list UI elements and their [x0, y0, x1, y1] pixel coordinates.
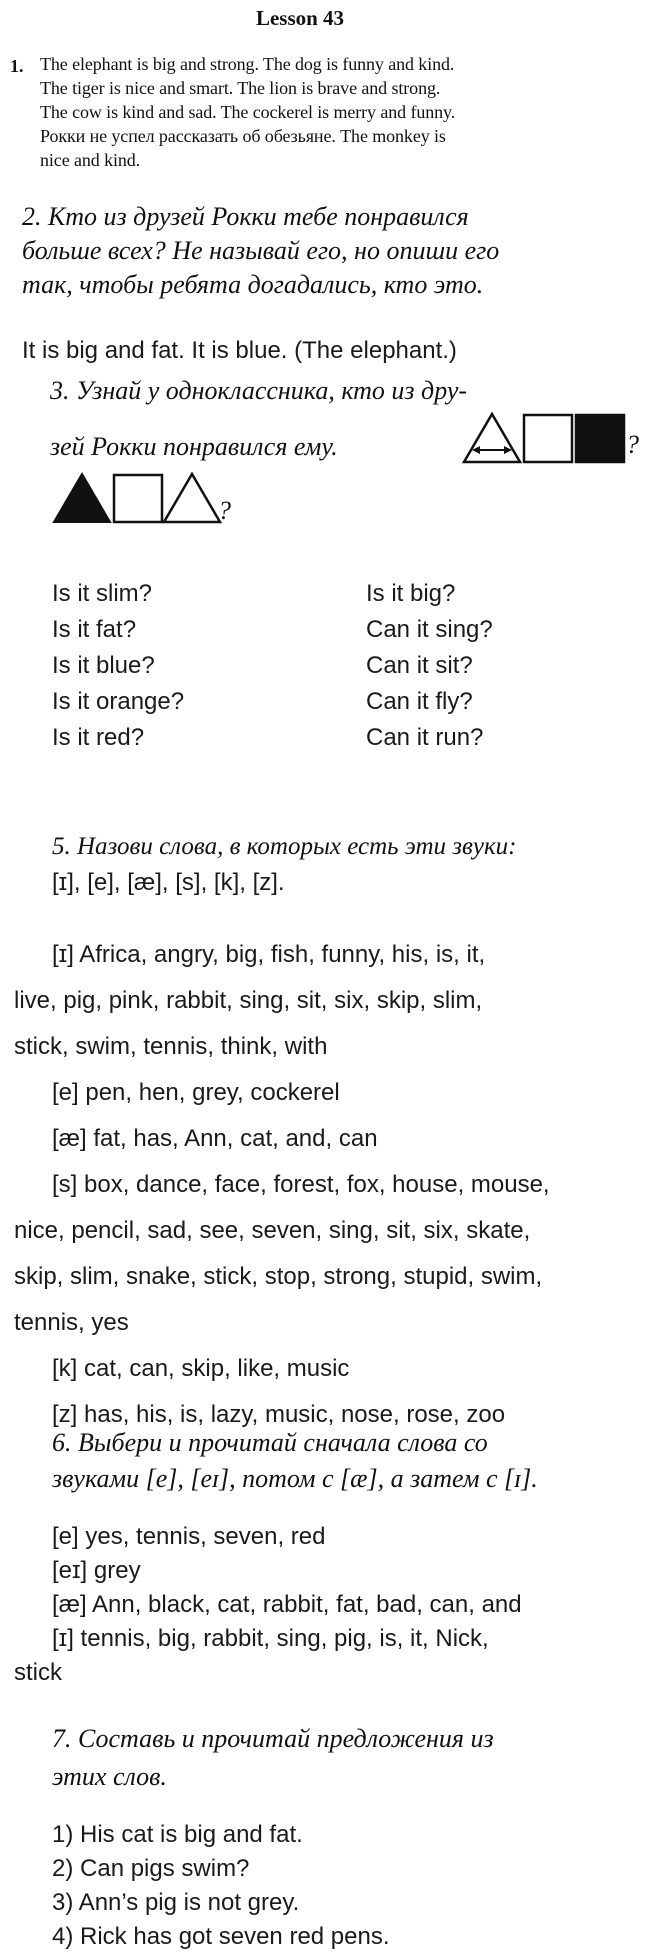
sentence-item: 2) Can pigs swim? — [52, 1855, 250, 1882]
question-item: Is it slim? — [52, 580, 153, 607]
exercise-6-task-line-1: 6. Выбери и прочитай сначала слова со — [52, 1428, 488, 1457]
answer-line: live, pig, pink, rabbit, sing, sit, six, skip, slim, — [14, 987, 483, 1014]
exercise-5-task-line-2: [ɪ], [e], [æ], [s], [k], [z]. — [52, 869, 285, 896]
exercise-5-task-line-1: 5. Назови слова, в которых есть эти звуки: — [52, 833, 517, 860]
exercise-7-task-line-2: этих слов. — [52, 1762, 167, 1791]
question-item: Is it blue? — [52, 652, 155, 679]
white-square-icon — [114, 475, 162, 522]
exercise-1-line: nice and kind. — [40, 150, 141, 170]
answer-line: [ɪ] Africa, angry, big, fish, funny, his, is, it, — [52, 941, 486, 968]
exercise-3-task-line-1: 3. Узнай у одноклассника, кто из дру- — [50, 376, 468, 405]
answer-line: [ɪ] tennis, big, rabbit, sing, pig, is, it, Nick, — [52, 1625, 489, 1652]
lesson-title: Lesson 43 — [255, 6, 345, 30]
triangle-with-arrow-icon — [464, 414, 520, 462]
exercise-3-question-mark-2: ? — [218, 496, 231, 525]
question-item: Is it big? — [366, 580, 456, 607]
sentence-item: 1) His cat is big and fat. — [52, 1821, 303, 1848]
answer-line: [æ] fat, has, Ann, cat, and, can — [52, 1125, 378, 1152]
answer-line: [æ] Ann, black, cat, rabbit, fat, bad, can, and — [52, 1591, 522, 1618]
exercise-2-answer: It is big and fat. It is blue. (The elephant.) — [22, 337, 457, 364]
exercise-3-questions-left — [52, 576, 184, 756]
answer-line: nice, pencil, sad, see, seven, sing, sit, six, skate, — [14, 1217, 531, 1244]
exercise-1-line: Рокки не успел рассказать об обезьяне. The monkey is — [40, 126, 446, 146]
exercise-1-line: The cow is kind and sad. The cockerel is merry and funny. — [40, 102, 456, 122]
question-item: Is it fat? — [52, 616, 137, 643]
answer-line: [e] pen, hen, grey, cockerel — [52, 1079, 340, 1106]
question-item: Can it fly? — [366, 688, 473, 715]
exercise-6-task-line-2: звуками [e], [eɪ], потом с [æ], а затем с [ɪ]. — [52, 1464, 538, 1493]
exercise-2-task-line: больше всех? Не называй его, но опиши его — [22, 236, 500, 265]
exercise-1-text — [40, 52, 455, 172]
exercise-3-shapes-row-2 — [52, 472, 222, 526]
answer-line: [s] box, dance, face, forest, fox, house, mouse, — [52, 1171, 550, 1198]
white-square-icon — [524, 415, 572, 462]
answer-line: stick — [14, 1659, 62, 1686]
exercise-3-questions-right — [366, 576, 493, 756]
exercise-3-question-mark-1: ? — [626, 430, 639, 459]
exercise-1-line: The elephant is big and strong. The dog is funny and kind. — [40, 54, 455, 74]
exercise-2-task-line: 2. Кто из друзей Рокки тебе понравился — [22, 202, 469, 231]
exercise-7-answer — [52, 1818, 390, 1954]
question-item: Is it red? — [52, 724, 145, 751]
exercise-6-answer — [14, 1520, 522, 1690]
exercise-5-answer — [14, 932, 550, 1438]
exercise-2-task — [22, 200, 499, 302]
answer-line: skip, slim, snake, stick, stop, strong, stupid, swim, — [14, 1263, 543, 1290]
black-square-icon — [576, 415, 624, 462]
answer-line: [z] has, his, is, lazy, music, nose, rose, zoo — [52, 1401, 506, 1428]
sentence-item: 4) Rick has got seven red pens. — [52, 1923, 390, 1950]
exercise-1-line: The tiger is nice and smart. The lion is brave and strong. — [40, 78, 441, 98]
exercise-7-task-line-1: 7. Составь и прочитай предложения из — [52, 1724, 494, 1753]
question-item: Can it run? — [366, 724, 484, 751]
exercise-3-task-line-2: зей Рокки понравился ему. — [50, 432, 338, 461]
exercise-2-task-line: так, чтобы ребята догадались, кто это. — [22, 270, 484, 299]
black-triangle-icon — [54, 474, 110, 522]
question-item: Can it sit? — [366, 652, 473, 679]
answer-line: [eɪ] grey — [52, 1557, 141, 1584]
question-item: Is it orange? — [52, 688, 185, 715]
answer-line: stick, swim, tennis, think, with — [14, 1033, 328, 1060]
white-triangle-icon — [164, 474, 220, 522]
answer-line: tennis, yes — [14, 1309, 129, 1336]
answer-line: [k] cat, can, skip, like, music — [52, 1355, 350, 1382]
answer-line: [e] yes, tennis, seven, red — [52, 1523, 326, 1550]
exercise-1-number: 1. — [10, 56, 24, 76]
question-item: Can it sing? — [366, 616, 493, 643]
exercise-3-shapes-row-1 — [462, 412, 642, 466]
sentence-item: 3) Ann’s pig is not grey. — [52, 1889, 300, 1916]
